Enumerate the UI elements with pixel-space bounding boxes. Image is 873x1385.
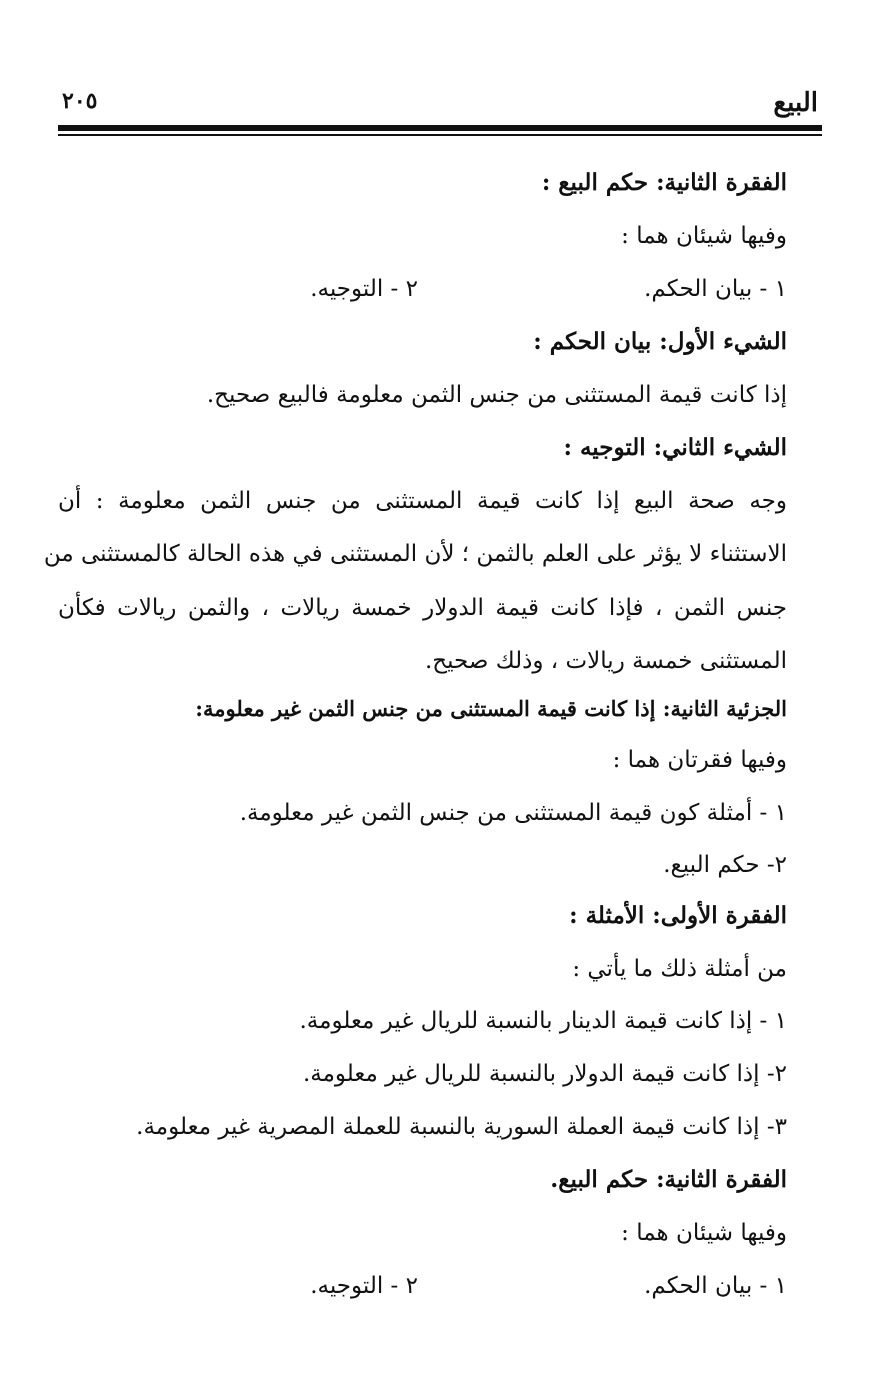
text-line: إذا كانت قيمة المستثنى من جنس الثمن معلومة فالبيع صحيح. (206, 382, 787, 408)
list-item: ٢- إذا كانت قيمة الدولار بالنسبة للريال غير معلومة. (302, 1061, 787, 1087)
section-heading: الشيء الأول: بيان الحكم : (533, 328, 787, 355)
header-rule-thick (58, 125, 822, 131)
subsection-heading: الجزئية الثانية: إذا كانت قيمة المستثنى من جنس الثمن غير معلومة: (195, 696, 787, 721)
page-header (58, 88, 822, 122)
list-item: ٢ - التوجيه. (310, 1273, 418, 1299)
list-item: ١ - بيان الحكم. (644, 276, 787, 302)
page-number: ٢٠٥ (62, 88, 98, 114)
header-rule-thin (58, 134, 822, 136)
running-title: البيع (773, 88, 818, 118)
paragraph-line: وجه صحة البيع إذا كانت قيمة المستثنى من جنس الثمن معلومة : أن (58, 488, 787, 514)
list-item: ٣- إذا كانت قيمة العملة السورية بالنسبة للعملة المصرية غير معلومة. (136, 1114, 787, 1140)
paragraph-line: المستثنى خمسة ريالات ، وذلك صحيح. (424, 648, 787, 674)
list-item: ٢- حكم البيع. (663, 852, 787, 878)
section-heading: الفقرة الثانية: حكم البيع. (550, 1166, 787, 1193)
list-item: ١ - إذا كانت قيمة الدينار بالنسبة للريال غير معلومة. (299, 1008, 787, 1034)
paragraph-line: جنس الثمن ، فإذا كانت قيمة الدولار خمسة ريالات ، والثمن ريالات فكأن (58, 595, 787, 621)
text-line: وفيها فقرتان هما : (612, 747, 787, 773)
list-item: ٢ - التوجيه. (310, 276, 418, 302)
text-line: وفيها شيئان هما : (621, 223, 787, 249)
text-line: وفيها شيئان هما : (621, 1220, 787, 1246)
paragraph-line: الاستثناء لا يؤثر على العلم بالثمن ؛ لأن المستثنى في هذه الحالة كالمستثنى من (43, 541, 787, 567)
section-heading: الفقرة الثانية: حكم البيع : (541, 169, 787, 196)
section-heading: الشيء الثاني: التوجيه : (563, 434, 787, 461)
section-heading: الفقرة الأولى: الأمثلة : (569, 902, 787, 929)
list-item: ١ - أمثلة كون قيمة المستثنى من جنس الثمن غير معلومة. (239, 800, 787, 826)
list-item: ١ - بيان الحكم. (644, 1273, 787, 1299)
text-line: من أمثلة ذلك ما يأتي : (572, 956, 787, 982)
